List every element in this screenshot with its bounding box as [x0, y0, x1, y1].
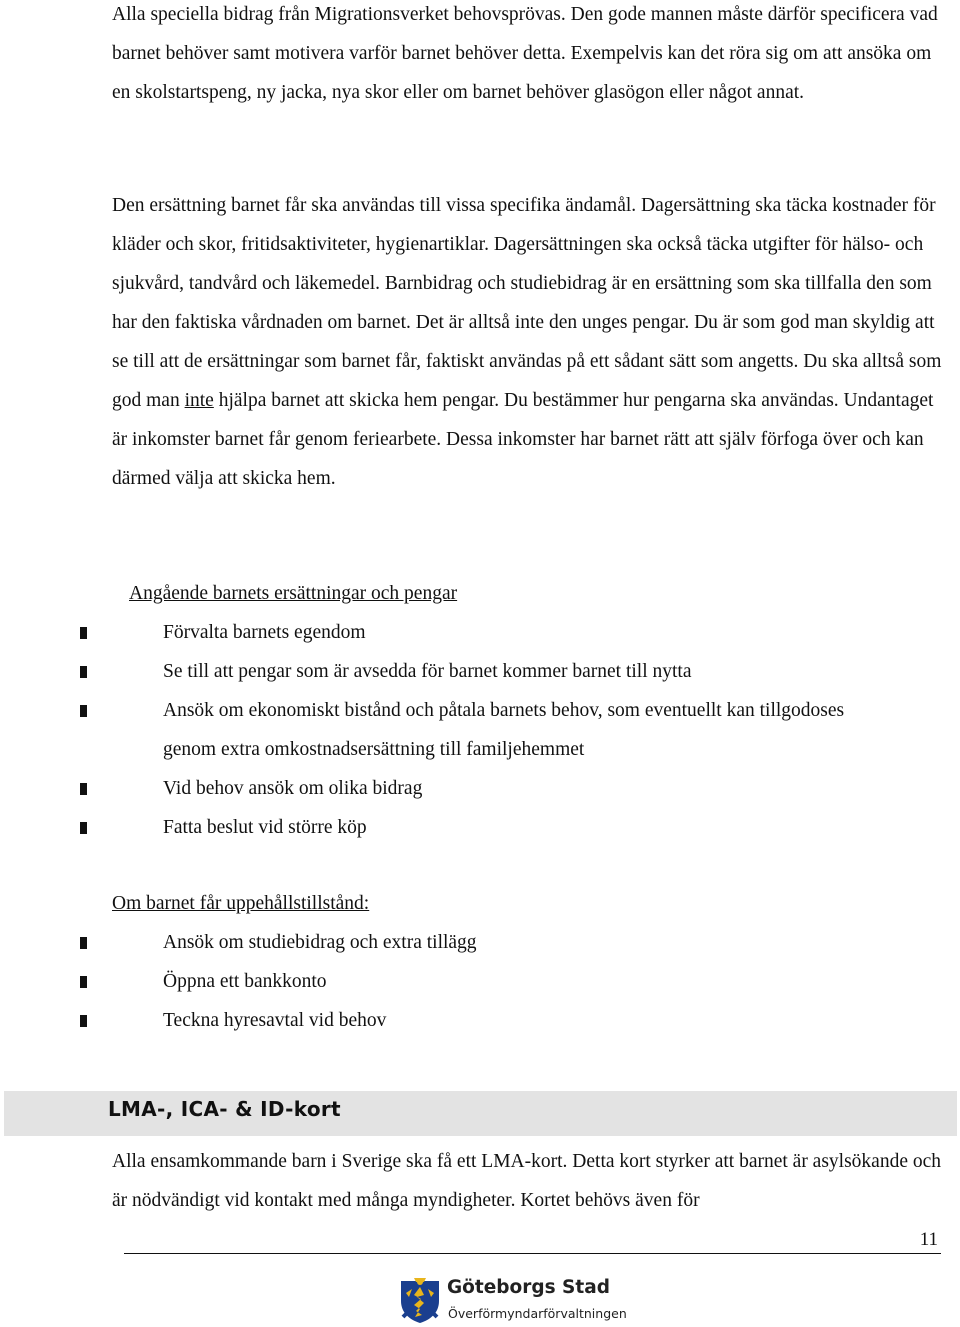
- bullet-square-icon: [80, 705, 87, 717]
- bullet-square-icon: [80, 627, 87, 639]
- underlined-word: inte: [184, 390, 214, 411]
- list-item: Fatta beslut vid större köp: [0, 808, 853, 847]
- bullet-square-icon: [80, 783, 87, 795]
- list-item: Teckna hyresavtal vid behov: [0, 1001, 853, 1040]
- paragraph-special-grants: [112, 0, 952, 112]
- footer-divider: [124, 1253, 941, 1254]
- section-title-lma: LMA-, ICA- & ID-kort: [108, 1097, 341, 1121]
- page-number: 11: [919, 1229, 938, 1250]
- paragraph-text: hjälpa barnet att skicka hem pengar. Du bestämmer hur pengarna ska användas. Undantaget är inkomster barnet får genom feriearbete. Dessa inkomster har barnet rätt att själv förfoga över och kan därmed välja att skicka hem.: [112, 390, 934, 489]
- list-item: Vid behov ansök om olika bidrag: [0, 769, 853, 808]
- list-item: Ansök om studiebidrag och extra tillägg: [0, 923, 853, 962]
- paragraph-text: Den ersättning barnet får ska användas till vissa specifika ändamål. Dagersättning ska täcka kostnader för kläder och skor, fritidsaktiviteter, hygienartiklar. Dagersättningen ska också täcka utgifter för hälso- och sjukvård, tandvård och läkemedel. Barnbidrag och studiebidrag är en ersättning som ska tillfalla den som har den faktiska vårdnaden om barnet. Det är alltså inte den unges pengar. Du är som god man skyldig att se till att de ersättningar som barnet får, faktiskt användas på ett sådant sätt som angetts. Du ska alltså som god man: [112, 195, 942, 411]
- section-heading-permit: Om barnet får uppehållstillstånd:: [112, 893, 370, 914]
- bullet-list-permit: [0, 923, 960, 1040]
- list-item: Förvalta barnets egendom: [0, 613, 853, 652]
- bullet-square-icon: [80, 976, 87, 988]
- bullet-list-money: [0, 613, 960, 847]
- section-heading-money: Angående barnets ersättningar och pengar: [129, 583, 458, 604]
- goteborgs-stad-logo: [395, 1275, 645, 1327]
- city-crest-icon: [397, 1275, 443, 1325]
- bullet-square-icon: [80, 666, 87, 678]
- list-item: Se till att pengar som är avsedda för barnet kommer barnet till nytta: [0, 652, 853, 691]
- paragraph-lma: [112, 1142, 952, 1220]
- logo-subtitle: Överförmyndarförvaltningen: [448, 1306, 627, 1321]
- bullet-square-icon: [80, 1015, 87, 1027]
- logo-name: Göteborgs Stad: [447, 1277, 610, 1298]
- paragraph-text: Alla ensamkommande barn i Sverige ska få ett LMA-kort. Detta kort styrker att barnet är asylsökande och är nödvändigt vid kontakt med många myndigheter. Kortet behövs även för: [112, 1151, 942, 1211]
- list-item: Öppna ett bankkonto: [0, 962, 853, 1001]
- section-header-bar: [4, 1091, 957, 1136]
- paragraph-compensation: [112, 186, 952, 498]
- list-item: Ansök om ekonomiskt bistånd och påtala barnets behov, som eventuellt kan tillgodoses genom extra omkostnadsersättning till familjehemmet: [0, 691, 853, 769]
- paragraph-text: Alla speciella bidrag från Migrationsverket behovsprövas. Den gode mannen måste därför specificera vad barnet behöver samt motivera varför barnet behöver detta. Exempelvis kan det röra sig om att ansöka om en skolstartspeng, ny jacka, nya skor eller om barnet behöver glasögon eller något annat.: [112, 4, 938, 103]
- bullet-square-icon: [80, 822, 87, 834]
- bullet-square-icon: [80, 937, 87, 949]
